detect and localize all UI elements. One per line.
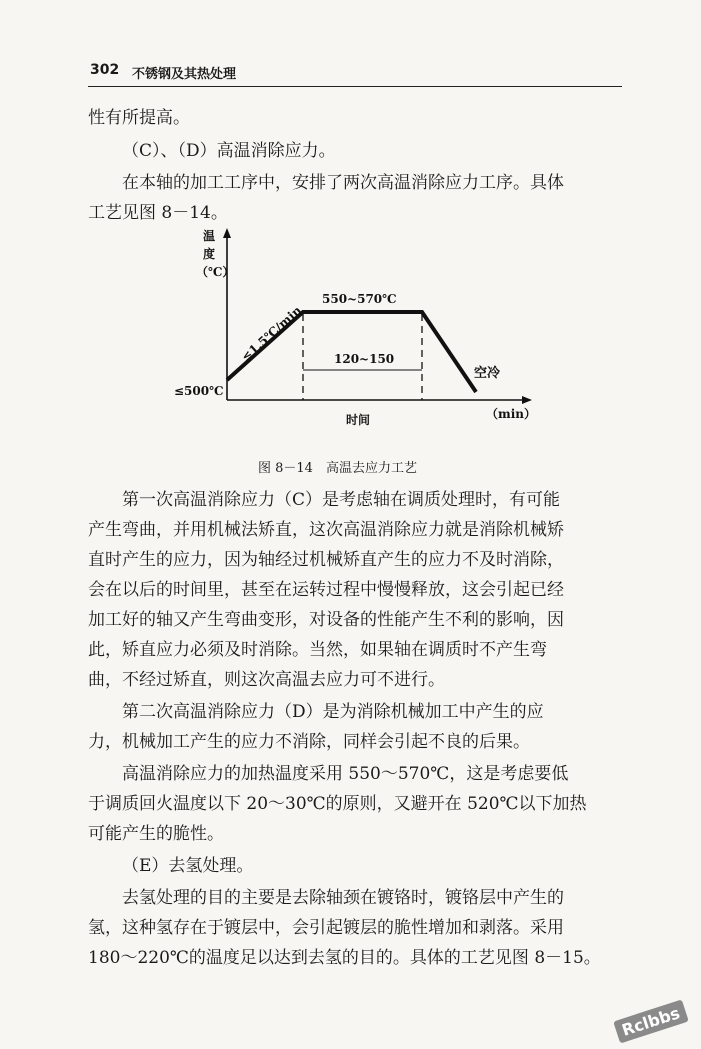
book-title: 不锈钢及其热处理 [132,67,237,82]
body-line: 氢，这种氢存在于镀层中，会引起镀层的脆性增加和剥落。采用 [88,918,564,938]
body-line: 高温消除应力的加热温度采用 550～570℃，这是考虑要低 [122,764,569,784]
body-line: 直时产生的应力，因为轴经过机械矫直产生的应力不及时消除， [88,550,564,570]
y-label-2: 度 [203,247,216,261]
x-axis-label: 时间 [346,413,371,427]
hold-temp-label: 550~570℃ [322,292,397,306]
body-line: 180～220℃的温度足以达到去氢的目的。具体的工艺见图 8－15。 [88,948,601,968]
x-axis-arrow [522,396,532,404]
body-line: 可能产生的脆性。 [88,824,224,844]
y-label-1: 温 [203,229,216,243]
body-line: 加工好的轴又产生弯曲变形，对设备的性能产生不利的影响，因 [88,610,564,630]
x-unit-label: （min） [486,407,536,421]
body-line: 第二次高温消除应力（D）是为消除机械加工中产生的应 [122,702,544,722]
section-heading: （E）去氢处理。 [122,856,254,876]
section-heading: （C）、（D）高温消除应力。 [122,141,336,161]
hold-time-label: 120~150 [334,352,395,366]
body-line: 于调质回火温度以下 20～30℃的原则，又避开在 520℃以下加热 [88,794,587,814]
figure-caption: 图 8－14 高温去应力工艺 [258,461,417,476]
body-line: 曲，不经过矫直，则这次高温去应力可不进行。 [88,670,445,690]
body-line: 力，机械加工产生的应力不消除，同样会引起不良的后果。 [88,732,530,752]
start-temp-label: ≤500℃ [174,384,224,398]
heat-treatment-diagram [170,228,550,428]
body-line: 去氢处理的目的主要是去除轴颈在镀铬时，镀铬层中产生的 [122,888,564,908]
body-line: 会在以后的时间里，甚至在运转过程中慢慢释放，这会引起已经 [88,580,564,600]
y-axis-arrow [223,228,231,238]
body-line: 产生弯曲，并用机械法矫直，这次高温消除应力就是消除机械矫 [88,520,564,540]
page-number: 302 [90,62,120,78]
watermark-logo: Rclbbs [613,999,688,1043]
body-line: 第一次高温消除应力（C）是考虑轴在调质处理时，有可能 [122,490,561,510]
y-label-3: （℃） [196,265,235,279]
paragraph-line: 在本轴的加工工序中，安排了两次高温消除应力工序。具体 [122,173,564,193]
paragraph-line: 工艺见图 8－14。 [88,203,228,223]
body-line: 此，矫直应力必须及时消除。当然，如果轴在调质时不产生弯 [88,640,547,660]
cooling-label: 空冷 [474,366,501,381]
heat-rate-label: ≤1.5℃/min [238,303,305,365]
page-header [88,58,622,87]
paragraph-line: 性有所提高。 [88,108,190,128]
